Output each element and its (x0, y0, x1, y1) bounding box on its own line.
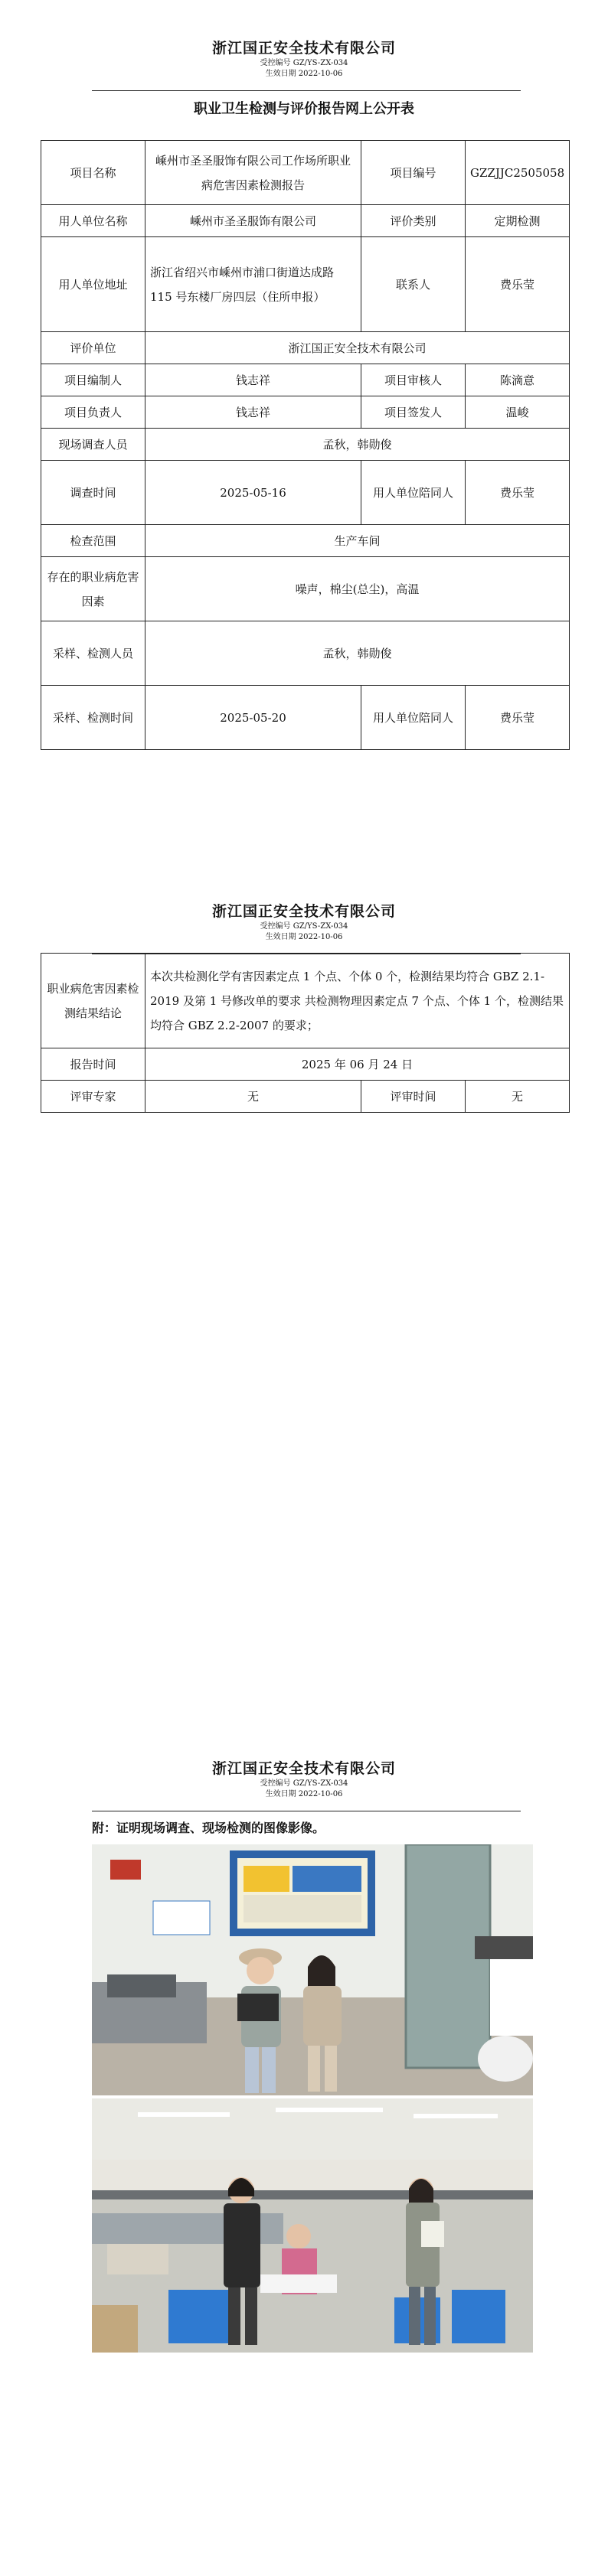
table-row (41, 686, 570, 750)
page-2 (0, 902, 608, 943)
compiler-label: 项目编制人 (41, 364, 145, 396)
contact-label: 联系人 (361, 237, 466, 332)
evaluator: 浙江国正安全技术有限公司 (145, 332, 570, 364)
scope-label: 检查范围 (41, 525, 145, 557)
samplers-label: 采样、检测人员 (41, 621, 145, 686)
sampling-time-label: 采样、检测时间 (41, 686, 145, 750)
scope: 生产车间 (145, 525, 570, 557)
table-row (41, 557, 570, 621)
control-number: 受控编号 GZ/YS-ZX-034 (260, 59, 348, 67)
sampling-time: 2025-05-20 (145, 686, 361, 750)
effective-date: 生效日期 2022-10-06 (265, 1790, 343, 1798)
page-1 (0, 38, 608, 80)
eval-type: 定期检测 (466, 205, 570, 237)
leader-label: 项目负责人 (41, 396, 145, 429)
eval-type-label: 评价类别 (361, 205, 466, 237)
table-row (41, 396, 570, 429)
experts-label: 评审专家 (41, 1081, 145, 1113)
effective-date: 生效日期 2022-10-06 (265, 933, 343, 941)
report-time-label: 报告时间 (41, 1048, 145, 1081)
conclusion-table (41, 953, 570, 1113)
escort: 费乐莹 (466, 461, 570, 525)
page-3 (0, 1759, 608, 1800)
issuer-label: 项目签发人 (361, 396, 466, 429)
table-row (41, 621, 570, 686)
review-time: 无 (466, 1081, 570, 1113)
review-time-label: 评审时间 (361, 1081, 466, 1113)
reviewer-label: 项目审核人 (361, 364, 466, 396)
header-rule (92, 90, 521, 91)
site-testing-photo (92, 2098, 533, 2353)
control-number: 受控编号 GZ/YS-ZX-034 (260, 922, 348, 931)
page-header (0, 38, 608, 80)
info-table (41, 140, 570, 750)
compiler: 钱志祥 (145, 364, 361, 396)
attachment-title: 附：证明现场调查、现场检测的图像影像。 (92, 1821, 325, 1835)
investigators-label: 现场调查人员 (41, 429, 145, 461)
page-header (0, 1759, 608, 1800)
conclusion-label: 职业病危害因素检测结果结论 (41, 954, 145, 1048)
survey-time-label: 调查时间 (41, 461, 145, 525)
project-no-label: 项目编号 (361, 141, 466, 205)
investigators: 孟秋，韩勋俊 (145, 429, 570, 461)
contact: 费乐莹 (466, 237, 570, 332)
table-row (41, 954, 570, 1048)
report-time: 2025 年 06 月 24 日 (145, 1048, 570, 1081)
employer-label: 用人单位名称 (41, 205, 145, 237)
project-name: 嵊州市圣圣服饰有限公司工作场所职业病危害因素检测报告 (145, 141, 361, 205)
company-name: 浙江国正安全技术有限公司 (211, 903, 396, 920)
table-row (41, 205, 570, 237)
effective-date: 生效日期 2022-10-06 (265, 70, 343, 78)
hazards: 噪声，棉尘(总尘)，高温 (145, 557, 570, 621)
site-survey-photo (92, 1844, 533, 2095)
table-row (41, 1081, 570, 1113)
table-row (41, 1048, 570, 1081)
escort2: 费乐莹 (466, 686, 570, 750)
leader: 钱志祥 (145, 396, 361, 429)
control-number: 受控编号 GZ/YS-ZX-034 (260, 1779, 348, 1788)
escort-label: 用人单位陪同人 (361, 461, 466, 525)
evaluator-label: 评价单位 (41, 332, 145, 364)
experts: 无 (145, 1081, 361, 1113)
address: 浙江省绍兴市嵊州市浦口街道达成路 115 号东楼厂房四层（住所申报） (145, 237, 361, 332)
project-no: GZZJJC2505058 (466, 141, 570, 205)
table-row (41, 237, 570, 332)
page-header (0, 902, 608, 943)
document-title: 职业卫生检测与评价报告网上公开表 (194, 101, 414, 117)
company-name: 浙江国正安全技术有限公司 (211, 40, 396, 57)
conclusion-text: 本次共检测化学有害因素定点 1 个点、个体 0 个，检测结果均符合 GBZ 2.1-2019 及第 1 号修改单的要求 共检测物理因素定点 7 个点、个体 1 个，检测结果均符合 GBZ 2.2-2007 的要求； (145, 954, 570, 1048)
issuer: 温峻 (466, 396, 570, 429)
table-row (41, 461, 570, 525)
escort2-label: 用人单位陪同人 (361, 686, 466, 750)
table-row (41, 525, 570, 557)
table-row (41, 364, 570, 396)
table-row (41, 141, 570, 205)
survey-time: 2025-05-16 (145, 461, 361, 525)
hazards-label: 存在的职业病危害因素 (41, 557, 145, 621)
employer: 嵊州市圣圣服饰有限公司 (145, 205, 361, 237)
project-name-label: 项目名称 (41, 141, 145, 205)
table-row (41, 332, 570, 364)
reviewer: 陈滴意 (466, 364, 570, 396)
address-label: 用人单位地址 (41, 237, 145, 332)
table-row (41, 429, 570, 461)
company-name: 浙江国正安全技术有限公司 (211, 1760, 396, 1777)
samplers: 孟秋，韩勋俊 (145, 621, 570, 686)
